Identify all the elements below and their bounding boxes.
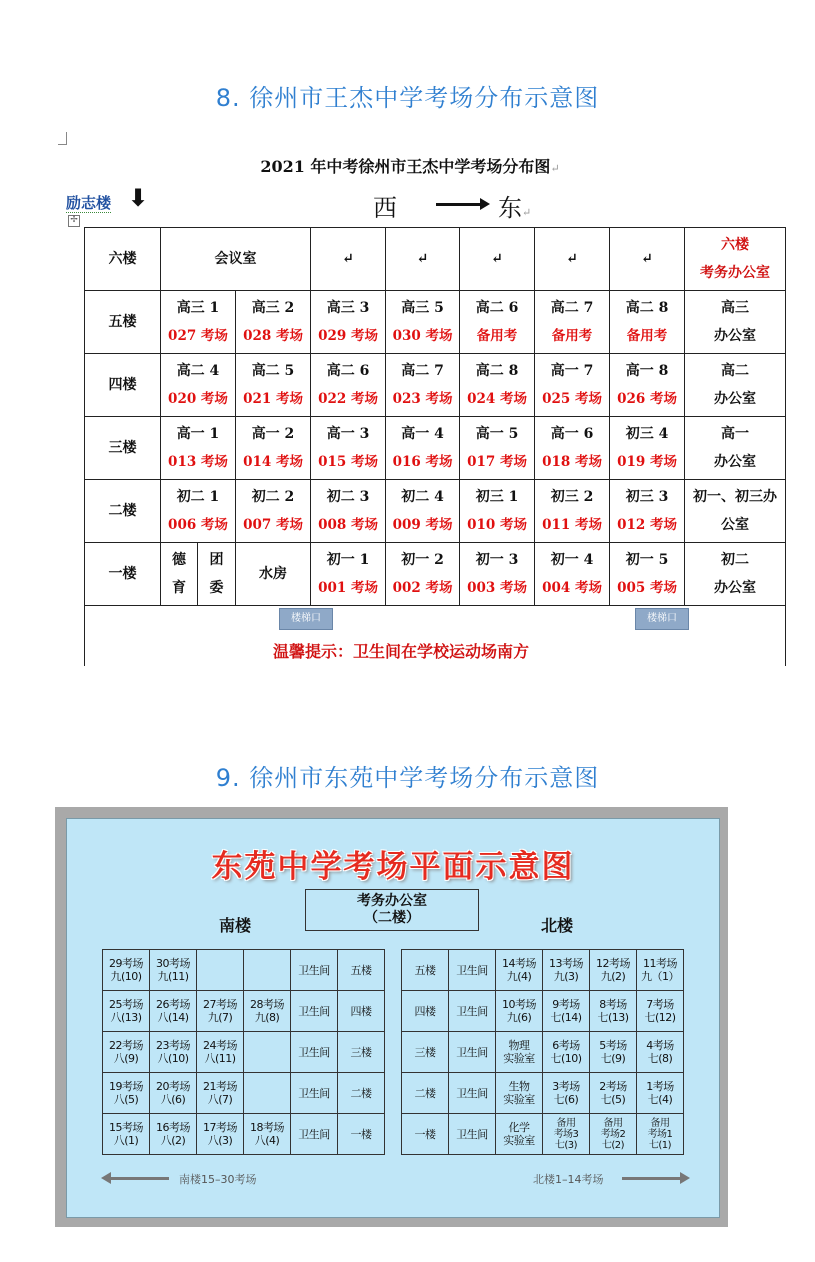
exam-room-cell bbox=[311, 417, 386, 480]
exam-room-cell bbox=[535, 543, 610, 606]
exam-room-cell bbox=[460, 543, 535, 606]
exam-room-number: 备用考 bbox=[626, 328, 668, 344]
grid-cell: 23考场 八(10) bbox=[150, 1032, 197, 1073]
exam-room-cell bbox=[386, 291, 460, 354]
office-line: 公室 bbox=[721, 517, 750, 533]
empty-cell: ↵ bbox=[311, 228, 386, 291]
class-name: 初一 3 bbox=[475, 552, 519, 568]
class-name: 初一 5 bbox=[625, 552, 669, 568]
exam-room-cell bbox=[610, 291, 685, 354]
exam-room-cell bbox=[311, 480, 386, 543]
grid-cell: 二楼 bbox=[338, 1073, 385, 1114]
office-line: 办公室 bbox=[714, 328, 757, 344]
floor-row bbox=[85, 354, 786, 417]
grid-cell bbox=[244, 1032, 291, 1073]
footer-row bbox=[85, 606, 786, 667]
grid-cell: 五楼 bbox=[338, 950, 385, 991]
grid-cell: 卫生间 bbox=[291, 1114, 338, 1155]
deyu-char: 德 bbox=[172, 552, 186, 568]
exam-room-cell bbox=[610, 417, 685, 480]
grid-cell: 24考场 八(11) bbox=[197, 1032, 244, 1073]
empty-cell: ↵ bbox=[535, 228, 610, 291]
north-building-label: 北楼 bbox=[541, 916, 574, 935]
exam-room-cell bbox=[386, 354, 460, 417]
exam-room-cell bbox=[610, 354, 685, 417]
grid-cell: 4考场 七(8) bbox=[637, 1032, 684, 1073]
exam-room-cell bbox=[386, 417, 460, 480]
office-line: 高二 bbox=[721, 363, 750, 379]
page-corner-mark bbox=[58, 132, 67, 145]
exam-room-cell bbox=[460, 291, 535, 354]
grid-cell: 19考场 八(5) bbox=[103, 1073, 150, 1114]
class-name: 高三 1 bbox=[176, 300, 220, 316]
exam-room-number: 018 考场 bbox=[542, 454, 602, 470]
grid-row bbox=[402, 1114, 684, 1155]
grid-cell: 3考场 七(6) bbox=[543, 1073, 590, 1114]
exam-room-cell bbox=[386, 543, 460, 606]
grid-cell: 6考场 七(10) bbox=[543, 1032, 590, 1073]
exam-room-cell bbox=[610, 543, 685, 606]
grid-row bbox=[103, 1032, 385, 1073]
grid-row bbox=[103, 1073, 385, 1114]
grid-cell: 12考场 九(2) bbox=[590, 950, 637, 991]
right-arrow-icon bbox=[436, 203, 482, 206]
office-line: 考务办公室 bbox=[700, 265, 771, 281]
grid-cell: 四楼 bbox=[338, 991, 385, 1032]
grid-cell: 三楼 bbox=[402, 1032, 449, 1073]
class-name: 初三 4 bbox=[625, 426, 669, 442]
plan-title: 东苑中学考场平面示意图 bbox=[211, 849, 575, 885]
class-name: 初一 1 bbox=[326, 552, 370, 568]
exam-room-number: 001 考场 bbox=[318, 580, 378, 596]
exam-room-cell bbox=[311, 291, 386, 354]
grid-row bbox=[103, 991, 385, 1032]
left-arrow-icon bbox=[111, 1177, 169, 1180]
tuanwei-cell bbox=[198, 543, 236, 606]
exam-room-number: 003 考场 bbox=[467, 580, 527, 596]
grid-cell: 五楼 bbox=[402, 950, 449, 991]
exam-room-cell bbox=[535, 480, 610, 543]
floor-label: 二楼 bbox=[85, 480, 161, 543]
exam-room-cell bbox=[535, 291, 610, 354]
grid-row bbox=[103, 950, 385, 991]
grid-cell: 15考场 八(1) bbox=[103, 1114, 150, 1155]
grid-cell bbox=[197, 950, 244, 991]
exam-room-number: 028 考场 bbox=[243, 328, 303, 344]
stair-label-east: 楼梯口 bbox=[635, 608, 689, 630]
empty-cell: ↵ bbox=[460, 228, 535, 291]
office-cell bbox=[685, 417, 786, 480]
class-name: 初一 2 bbox=[401, 552, 444, 568]
exam-room-number: 020 考场 bbox=[168, 391, 228, 407]
exam-room-cell bbox=[386, 480, 460, 543]
class-name: 高二 6 bbox=[475, 300, 519, 316]
class-name: 高一 2 bbox=[251, 426, 295, 442]
empty-cell: ↵ bbox=[610, 228, 685, 291]
exam-room-number: 008 考场 bbox=[318, 517, 378, 533]
exam-room-cell bbox=[311, 543, 386, 606]
grid-cell: 卫生间 bbox=[291, 991, 338, 1032]
grid-cell: 16考场 八(2) bbox=[150, 1114, 197, 1155]
grid-cell: 卫生间 bbox=[449, 950, 496, 991]
plan-image bbox=[66, 818, 720, 1218]
floor-row bbox=[85, 480, 786, 543]
grid-cell: 7考场 七(12) bbox=[637, 991, 684, 1032]
exam-room-number: 023 考场 bbox=[392, 391, 453, 407]
exam-room-cell bbox=[236, 417, 311, 480]
office-cell bbox=[685, 480, 786, 543]
class-name: 初三 1 bbox=[475, 489, 519, 505]
class-name: 初一 4 bbox=[550, 552, 594, 568]
class-name: 初二 1 bbox=[176, 489, 220, 505]
grid-cell: 13考场 九(3) bbox=[543, 950, 590, 991]
grid-cell: 备用 考场3 七(3) bbox=[543, 1114, 590, 1155]
exam-room-number: 027 考场 bbox=[168, 328, 228, 344]
floor-table bbox=[84, 227, 786, 666]
class-name: 高三 3 bbox=[326, 300, 370, 316]
down-arrow-icon: ⬇ bbox=[128, 184, 149, 212]
grid-cell: 物理 实验室 bbox=[496, 1032, 543, 1073]
class-name: 高二 5 bbox=[251, 363, 295, 379]
water-room: 水房 bbox=[236, 543, 311, 606]
grid-cell: 30考场 九(11) bbox=[150, 950, 197, 991]
office-line: 办公室 bbox=[714, 454, 757, 470]
grid-cell: 化学 实验室 bbox=[496, 1114, 543, 1155]
class-name: 高三 5 bbox=[401, 300, 444, 316]
grid-cell: 四楼 bbox=[402, 991, 449, 1032]
office-line: 高一 bbox=[721, 426, 750, 442]
exam-room-number: 011 考场 bbox=[542, 517, 602, 533]
grid-cell: 卫生间 bbox=[449, 991, 496, 1032]
grid-cell: 二楼 bbox=[402, 1073, 449, 1114]
grid-cell: 9考场 七(14) bbox=[543, 991, 590, 1032]
grid-cell: 一楼 bbox=[338, 1114, 385, 1155]
office-cell bbox=[685, 291, 786, 354]
grid-cell: 11考场 九（1） bbox=[637, 950, 684, 991]
exam-room-number: 017 考场 bbox=[467, 454, 527, 470]
exam-room-cell bbox=[460, 354, 535, 417]
grid-cell: 卫生间 bbox=[449, 1032, 496, 1073]
floor-label: 五楼 bbox=[85, 291, 161, 354]
exam-room-number: 013 考场 bbox=[168, 454, 228, 470]
grid-cell: 卫生间 bbox=[291, 950, 338, 991]
grid-cell: 生物 实验室 bbox=[496, 1073, 543, 1114]
grid-cell: 28考场 九(8) bbox=[244, 991, 291, 1032]
exam-room-number: 014 考场 bbox=[243, 454, 303, 470]
grid-cell bbox=[244, 950, 291, 991]
class-name: 高一 8 bbox=[625, 363, 669, 379]
exam-room-cell bbox=[311, 354, 386, 417]
tip-text: 温馨提示：卫生间在学校运动场南方 bbox=[273, 642, 530, 661]
exam-room-number: 004 考场 bbox=[542, 580, 602, 596]
empty-cell: ↵ bbox=[386, 228, 460, 291]
class-name: 高二 8 bbox=[475, 363, 519, 379]
grid-cell: 一楼 bbox=[402, 1114, 449, 1155]
exam-room-number: 016 考场 bbox=[392, 454, 453, 470]
exam-room-number: 007 考场 bbox=[243, 517, 303, 533]
exam-room-cell bbox=[161, 417, 236, 480]
exam-room-number: 005 考场 bbox=[617, 580, 677, 596]
exam-room-number: 021 考场 bbox=[243, 391, 303, 407]
section-9-title: 9. 徐州市东苑中学考场分布示意图 bbox=[215, 764, 600, 792]
grid-cell: 27考场 九(7) bbox=[197, 991, 244, 1032]
grid-cell: 2考场 七(5) bbox=[590, 1073, 637, 1114]
class-name: 高二 8 bbox=[625, 300, 669, 316]
meeting-room: 会议室 bbox=[161, 228, 311, 291]
class-name: 高一 5 bbox=[475, 426, 519, 442]
class-name: 高一 6 bbox=[550, 426, 594, 442]
grid-cell: 备用 考场2 七(2) bbox=[590, 1114, 637, 1155]
table-move-handle-icon[interactable]: ✢ bbox=[68, 215, 80, 227]
exam-room-number: 026 考场 bbox=[617, 391, 677, 407]
exam-office-box bbox=[305, 889, 479, 931]
grid-row bbox=[103, 1114, 385, 1155]
class-name: 高一 1 bbox=[176, 426, 220, 442]
exam-room-number: 002 考场 bbox=[392, 580, 453, 596]
grid-cell: 8考场 七(13) bbox=[590, 991, 637, 1032]
class-name: 高二 4 bbox=[176, 363, 220, 379]
office-cell bbox=[685, 228, 786, 291]
grid-cell: 25考场 八(13) bbox=[103, 991, 150, 1032]
grid-row bbox=[402, 950, 684, 991]
south-building-grid bbox=[102, 949, 385, 1155]
exam-room-number: 019 考场 bbox=[617, 454, 677, 470]
class-name: 高一 3 bbox=[326, 426, 370, 442]
office-line: 办公室 bbox=[714, 580, 757, 596]
exam-office-floor: （二楼） bbox=[364, 910, 420, 926]
grid-cell: 26考场 八(14) bbox=[150, 991, 197, 1032]
south-building-label: 南楼 bbox=[219, 916, 252, 935]
office-line: 高三 bbox=[721, 300, 750, 316]
exam-room-number: 024 考场 bbox=[467, 391, 527, 407]
grid-cell: 14考场 九(4) bbox=[496, 950, 543, 991]
class-name: 高二 7 bbox=[401, 363, 444, 379]
office-line: 办公室 bbox=[714, 391, 757, 407]
north-range-label: 北楼1–14考场 bbox=[533, 1173, 604, 1186]
class-name: 初三 3 bbox=[625, 489, 669, 505]
exam-room-cell bbox=[460, 480, 535, 543]
grid-cell: 卫生间 bbox=[291, 1073, 338, 1114]
grid-cell: 5考场 七(9) bbox=[590, 1032, 637, 1073]
office-line: 初一、初三办 bbox=[693, 489, 778, 505]
grid-row bbox=[402, 1073, 684, 1114]
exam-room-cell bbox=[236, 354, 311, 417]
exam-room-cell bbox=[236, 480, 311, 543]
floor-row bbox=[85, 291, 786, 354]
exam-room-number: 029 考场 bbox=[318, 328, 378, 344]
grid-cell: 卫生间 bbox=[449, 1114, 496, 1155]
exam-room-number: 备用考 bbox=[476, 328, 518, 344]
exam-room-number: 025 考场 bbox=[542, 391, 602, 407]
exam-room-cell bbox=[460, 417, 535, 480]
exam-room-cell bbox=[535, 354, 610, 417]
deyu-cell bbox=[161, 543, 198, 606]
right-arrow-icon bbox=[622, 1177, 680, 1180]
floor-row bbox=[85, 417, 786, 480]
exam-room-number: 009 考场 bbox=[392, 517, 453, 533]
grid-cell: 三楼 bbox=[338, 1032, 385, 1073]
section-8-title: 8. 徐州市王杰中学考场分布示意图 bbox=[215, 84, 600, 112]
exam-room-number: 030 考场 bbox=[392, 328, 453, 344]
office-line: 六楼 bbox=[721, 237, 750, 253]
exam-room-number: 012 考场 bbox=[617, 517, 677, 533]
floor-row bbox=[85, 543, 786, 606]
doc-title: 2021 年中考徐州市王杰中学考场分布图↵ bbox=[260, 157, 560, 176]
footer-cell bbox=[85, 606, 786, 667]
floor-row bbox=[85, 228, 786, 291]
grid-row bbox=[402, 991, 684, 1032]
floor-label: 一楼 bbox=[85, 543, 161, 606]
class-name: 高一 7 bbox=[550, 363, 594, 379]
exam-room-number: 010 考场 bbox=[467, 517, 527, 533]
floor-label: 四楼 bbox=[85, 354, 161, 417]
stair-label-west: 楼梯口 bbox=[279, 608, 333, 630]
grid-cell: 10考场 九(6) bbox=[496, 991, 543, 1032]
grid-cell: 18考场 八(4) bbox=[244, 1114, 291, 1155]
exam-room-cell bbox=[161, 354, 236, 417]
class-name: 初二 4 bbox=[401, 489, 444, 505]
office-cell bbox=[685, 543, 786, 606]
class-name: 初三 2 bbox=[550, 489, 594, 505]
tuanwei-char: 委 bbox=[209, 580, 224, 596]
direction-west: 西 bbox=[373, 194, 397, 222]
exam-office-name: 考务办公室 bbox=[357, 893, 427, 909]
deyu-char: 育 bbox=[172, 580, 186, 596]
exam-room-cell bbox=[236, 291, 311, 354]
grid-cell: 1考场 七(4) bbox=[637, 1073, 684, 1114]
class-name: 高二 6 bbox=[326, 363, 370, 379]
grid-cell: 卫生间 bbox=[291, 1032, 338, 1073]
class-name: 初二 3 bbox=[326, 489, 370, 505]
class-name: 高三 2 bbox=[251, 300, 295, 316]
grid-row bbox=[402, 1032, 684, 1073]
north-building-grid bbox=[401, 949, 684, 1155]
exam-room-number: 015 考场 bbox=[318, 454, 378, 470]
office-cell bbox=[685, 354, 786, 417]
building-label: 励志楼 bbox=[66, 194, 112, 212]
office-line: 初二 bbox=[721, 552, 750, 568]
grid-cell: 卫生间 bbox=[449, 1073, 496, 1114]
tuanwei-char: 团 bbox=[209, 552, 224, 568]
exam-room-cell bbox=[161, 291, 236, 354]
floor-label: 六楼 bbox=[85, 228, 161, 291]
class-name: 高二 7 bbox=[550, 300, 594, 316]
exam-room-cell bbox=[161, 480, 236, 543]
grid-cell: 20考场 八(6) bbox=[150, 1073, 197, 1114]
grid-cell: 17考场 八(3) bbox=[197, 1114, 244, 1155]
floor-label: 三楼 bbox=[85, 417, 161, 480]
exam-room-cell bbox=[610, 480, 685, 543]
exam-room-number: 006 考场 bbox=[168, 517, 228, 533]
grid-cell: 备用 考场1 七(1) bbox=[637, 1114, 684, 1155]
grid-cell: 29考场 九(10) bbox=[103, 950, 150, 991]
grid-cell: 21考场 八(7) bbox=[197, 1073, 244, 1114]
exam-room-cell bbox=[535, 417, 610, 480]
grid-cell: 22考场 八(9) bbox=[103, 1032, 150, 1073]
exam-room-number: 备用考 bbox=[551, 328, 593, 344]
exam-room-number: 022 考场 bbox=[318, 391, 378, 407]
south-range-label: 南楼15–30考场 bbox=[179, 1173, 257, 1186]
grid-cell bbox=[244, 1073, 291, 1114]
class-name: 初二 2 bbox=[251, 489, 295, 505]
direction-east: 东↵ bbox=[498, 194, 532, 222]
class-name: 高一 4 bbox=[401, 426, 444, 442]
